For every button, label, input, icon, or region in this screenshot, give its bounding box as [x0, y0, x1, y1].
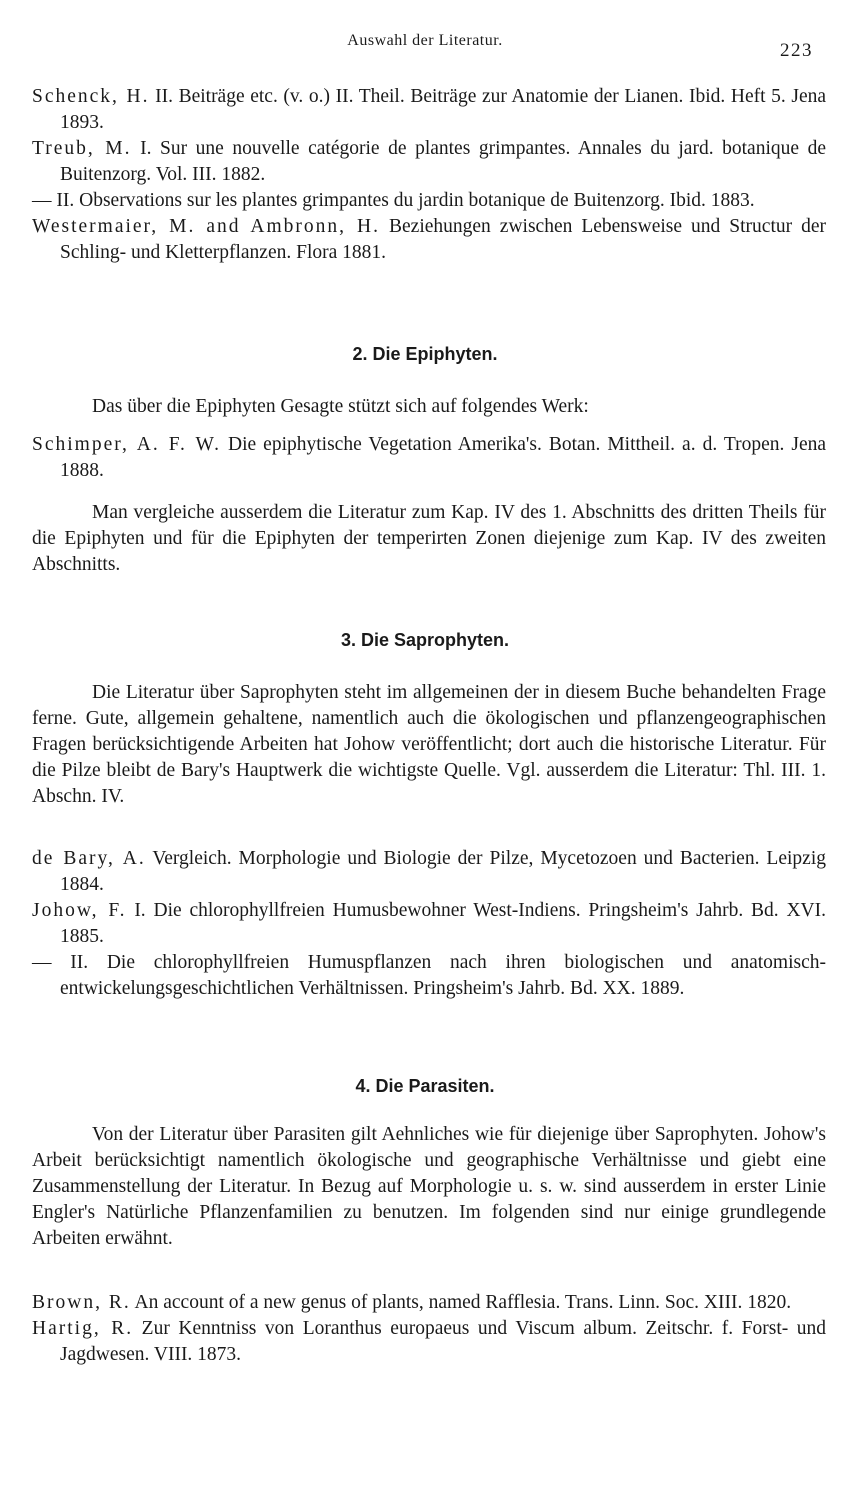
- reference-text: Vergleich. Morphologie und Biologie der Pilze, Mycetozoen und Bacterien. Leipzig 1884.: [60, 848, 826, 895]
- reference-entry: [32, 214, 826, 266]
- reference-text: II. Beiträge etc. (v. o.) II. Theil. Beiträge zur Anatomie der Lianen. Ibid. Heft 5. Jena 1893.: [60, 86, 826, 133]
- section-saprophyten-intro: [32, 680, 826, 810]
- section-parasiten-intro: [32, 1122, 826, 1252]
- page-number: 223: [780, 40, 813, 61]
- reference-text: — II. Observations sur les plantes grimpantes du jardin botanique de Buitenzorg. Ibid. 1883.: [32, 190, 755, 211]
- reference-text: Die epiphytische Vegetation Amerika's. Botan. Mittheil. a. d. Tropen. Jena 1888.: [60, 434, 826, 481]
- reference-entry: [32, 136, 826, 188]
- reference-author: Hartig, R.: [32, 1318, 134, 1339]
- reference-text: I. Sur une nouvelle catégorie de plantes grimpantes. Annales du jard. botanique de Buitenzorg. Vol. III. 1882.: [60, 138, 826, 185]
- reference-text: Beziehungen zwischen Lebensweise und Structur der Schling- und Kletterpflanzen. Flora 1881.: [60, 216, 827, 263]
- paragraph: Das über die Epiphyten Gesagte stützt sich auf folgendes Werk:: [92, 396, 589, 417]
- section-heading-saprophyten: 3. Die Saprophyten.: [340, 630, 510, 650]
- reference-author: Schenck, H.: [32, 86, 150, 107]
- lianen-reference-list: [32, 84, 826, 266]
- reference-author: Johow, F.: [32, 900, 127, 921]
- section-epiphyten-note: [32, 500, 826, 578]
- reference-text: I. Die chlorophyllfreien Humusbewohner West-Indiens. Pringsheim's Jahrb. Bd. XVI. 1885.: [60, 900, 826, 947]
- reference-entry: [32, 1316, 826, 1368]
- section-saprophyten-references: [32, 846, 826, 1002]
- reference-text: — II. Die chlorophyllfreien Humuspflanzen nach ihren biologischen und anatomisch-entwickelungsgeschichtlichen Verhältnissen. Pringsheim's Jahrb. Bd. XX. 1889.: [32, 952, 826, 999]
- paragraph: Man vergleiche ausserdem die Literatur zum Kap. IV des 1. Abschnitts des dritten Theils für die Epiphyten und für die Epiphyten der temperirten Zonen diejenige zum Kap. IV des zweiten Abschnitts.: [32, 502, 826, 575]
- reference-entry: [32, 188, 826, 214]
- paragraph: Die Literatur über Saprophyten steht im allgemeinen der in diesem Buche behandelten Frage ferne. Gute, allgemein gehaltene, namentlich auch die ökologischen und pflanzengeographischen Fragen berücksichtigende Arbeiten hat Johow veröffentlicht; dort auch die historische Literatur. Für die Pilze bleibt de Bary's Hauptwerk die wichtigste Quelle. Vgl. ausserdem die Literatur: Thl. III. 1. Abschn. IV.: [32, 682, 826, 807]
- reference-entry: [32, 84, 826, 136]
- reference-entry: [32, 846, 826, 898]
- section-epiphyten-intro: [32, 394, 826, 420]
- reference-author: Brown, R.: [32, 1292, 131, 1313]
- reference-entry: [32, 1290, 826, 1316]
- reference-author: Treub, M.: [32, 138, 132, 159]
- paragraph: Von der Literatur über Parasiten gilt Aehnliches wie für diejenige über Saprophyten. Johow's Arbeit berücksichtigt namentlich ökologische und geographische Verhältnisse und giebt eine Zusammenstellung der Literatur. In Bezug auf Morphologie u. s. w. sind ausserdem in erster Linie Engler's Natürliche Pflanzenfamilien zu benutzen. Im folgenden sind nur einige grundlegende Arbeiten erwähnt.: [32, 1124, 826, 1249]
- running-title: Auswahl der Literatur.: [347, 32, 503, 49]
- reference-entry: [32, 950, 826, 1002]
- section-parasiten-references: [32, 1290, 826, 1368]
- reference-text: An account of a new genus of plants, named Rafflesia. Trans. Linn. Soc. XIII. 1820.: [134, 1292, 792, 1313]
- reference-author: Schimper, A. F. W.: [32, 434, 222, 455]
- section-epiphyten-references: [32, 432, 826, 484]
- section-heading-epiphyten: 2. Die Epiphyten.: [352, 344, 498, 364]
- section-heading-parasiten: 4. Die Parasiten.: [355, 1076, 495, 1096]
- reference-entry: [32, 898, 826, 950]
- reference-text: Zur Kenntniss von Loranthus europaeus und Viscum album. Zeitschr. f. Forst- und Jagdwesen. VIII. 1873.: [60, 1318, 827, 1365]
- reference-entry: [32, 432, 826, 484]
- reference-author: de Bary, A.: [32, 848, 146, 869]
- reference-author: Westermaier, M. and Ambronn, H.: [32, 216, 380, 237]
